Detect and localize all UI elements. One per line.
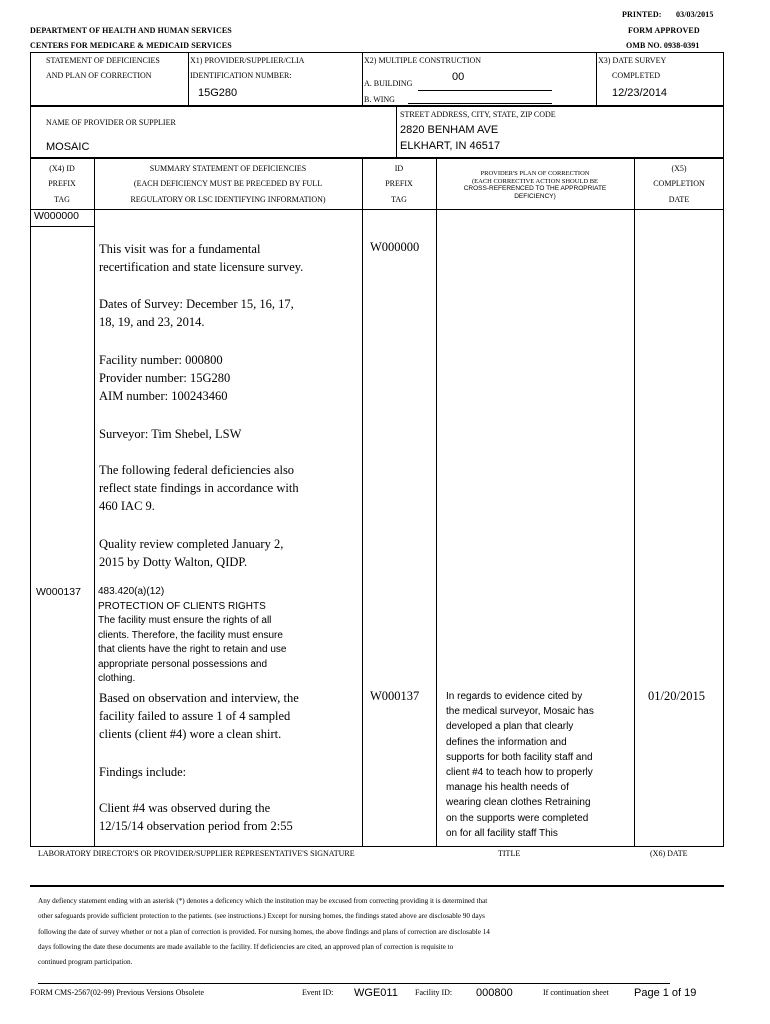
multiple-construction-label: X2) MULTIPLE CONSTRUCTION [364, 56, 482, 65]
x4-header-line2: PREFIX [48, 179, 76, 188]
plan-header-line1: PROVIDER'S PLAN OF CORRECTION [480, 170, 590, 177]
centers-title: CENTERS FOR MEDICARE & MEDICAID SERVICES [30, 41, 232, 50]
signature-divider [30, 885, 724, 887]
continuation-label: If continuation sheet [543, 988, 609, 997]
printed-label: PRINTED: [622, 10, 662, 19]
tag-w000000-right: W000000 [370, 240, 420, 254]
id-header-line3: TAG [391, 195, 407, 204]
department-title: DEPARTMENT OF HEALTH AND HUMAN SERVICES [30, 26, 232, 35]
building-label: A. BUILDING [364, 79, 413, 88]
x5-header-line1: (X5) [671, 164, 687, 173]
building-underline [418, 90, 552, 91]
x5-header-line3: DATE [668, 195, 690, 204]
x5-header-line2: COMPLETION [653, 179, 705, 188]
form-approved-label: FORM APPROVED [628, 26, 700, 35]
signature-label: LABORATORY DIRECTOR'S OR PROVIDER/SUPPLIER REPRESENTATIVE'S SIGNATURE [38, 849, 355, 858]
summary-header-line1: SUMMARY STATEMENT OF DEFICIENCIES [149, 164, 307, 173]
regulation-text: 483.420(a)(12) PROTECTION OF CLIENTS RIGHTS The facility must ensure the rights of all clients. Therefore, the facility must ensure that clients have the right to retain and use appropriate personal possessions and clothing. [98, 586, 287, 684]
event-id-value: WGE011 [354, 987, 398, 999]
provider-id-label-line1: X1) PROVIDER/SUPPLIER/CLIA [190, 56, 305, 65]
provider-address-table [30, 106, 724, 158]
deficiency-paragraph-2: Dates of Survey: December 15, 16, 17, 18, 19, and 23, 2014. [99, 297, 294, 329]
facility-id-value: 000800 [476, 987, 513, 999]
summary-header-line3: REGULATORY OR LSC IDENTIFYING INFORMATION) [130, 195, 326, 204]
page-number: Page 1 of 19 [634, 987, 697, 999]
omb-number: OMB NO. 0938-0391 [626, 41, 700, 50]
provider-name-value: MOSAIC [46, 141, 90, 153]
tag-w000137-right: W000137 [370, 689, 420, 703]
deficiency-paragraph-7: Based on observation and interview, the facility failed to assure 1 of 4 sampled clients (client #4) wore a clean shirt. [99, 691, 299, 741]
x4-header-line3: TAG [54, 195, 70, 204]
date-survey-label-line1: X3) DATE SURVEY [598, 56, 667, 65]
wing-label: B. WING [364, 95, 395, 104]
title-label: TITLE [498, 849, 521, 858]
provider-id-label-line2: IDENTIFICATION NUMBER: [190, 71, 292, 80]
id-header-line1: ID [394, 164, 404, 173]
completion-date: 01/20/2015 [648, 689, 705, 703]
form-name: FORM CMS-2567(02-99) Previous Versions Obsolete [30, 988, 205, 997]
findings-include: Findings include: [99, 765, 187, 779]
deficiency-paragraph-9: Client #4 was observed during the 12/15/14 observation period from 2:55 [99, 801, 293, 833]
date-survey-value: 12/23/2014 [612, 87, 668, 99]
date-label: (X6) DATE [650, 849, 688, 858]
provider-name-label: NAME OF PROVIDER OR SUPPLIER [46, 118, 176, 127]
plan-header-line2: (EACH CORRECTIVE ACTION SHOULD BE [471, 177, 599, 185]
deficiency-paragraph-1: This visit was for a fundamental recertification and state licensure survey. [99, 242, 304, 274]
building-value: 00 [452, 71, 465, 83]
disclaimer-text: Any defiency statement ending with an asterisk (*) denotes a deficency which the institution may be excused from correcting providing it is determined that other safeguards provide sufficient protection to the patients. (see instructions.) Except for nursing homes, the findings stated above are disclosable 90 days following the date of survey whether or not a plan of correction is provided. For nursing homes, the above findings and plans of correction are disclosable 14 days following the date these documents are made available to the facility. If deficiencies are cited, an approved plan of correction is requisite to continued program participation. [38, 897, 490, 967]
facility-id-label: Facility ID: [415, 988, 453, 997]
statement-label-line1: STATEMENT OF DEFICIENCIES [46, 56, 160, 65]
x4-header-line1: (X4) ID [49, 164, 75, 173]
printed-date: 03/03/2015 [676, 10, 714, 19]
provider-id-value: 15G280 [198, 87, 238, 99]
disclaimer-underline [38, 983, 670, 984]
address-line2: ELKHART, IN 46517 [400, 140, 501, 152]
facility-identifiers: Facility number: 000800 Provider number: 15G280 AIM number: 100243460 [99, 353, 231, 403]
deficiency-paragraph-5: The following federal deficiencies also reflect state findings in accordance with 460 IAC 9. [99, 463, 299, 513]
plan-of-correction-text: In regards to evidence cited by the medical surveyor, Mosaic has developed a plan that clearly defines the information and supports for both facility staff and client #4 to teach how to properly manage his health needs of wearing clean clothes Retraining on the supports were completed on for all facility staff This [446, 691, 594, 839]
surveyor-line: Surveyor: Tim Shebel, LSW [99, 427, 242, 441]
statement-label-line2: AND PLAN OF CORRECTION [46, 71, 152, 80]
tag-w000000-left: W000000 [34, 210, 79, 222]
address-line1: 2820 BENHAM AVE [400, 124, 499, 136]
address-label: STREET ADDRESS, CITY, STATE, ZIP CODE [400, 110, 556, 119]
plan-header-line4: DEFICIENCY) [514, 192, 556, 200]
plan-header-line3: CROSS-REFERENCED TO THE APPROPRIATE [463, 185, 607, 192]
tag-w000137-left: W000137 [36, 586, 81, 598]
event-id-label: Event ID: [302, 988, 334, 997]
wing-underline [408, 103, 552, 104]
summary-header-line2: (EACH DEFICIENCY MUST BE PRECEDED BY FULL [133, 179, 323, 188]
quality-review-paragraph: Quality review completed January 2, 2015 by Dotty Walton, QIDP. [99, 537, 284, 569]
date-survey-label-line2: COMPLETED [612, 71, 660, 80]
plan-header [436, 170, 634, 200]
id-header-line2: PREFIX [385, 179, 413, 188]
